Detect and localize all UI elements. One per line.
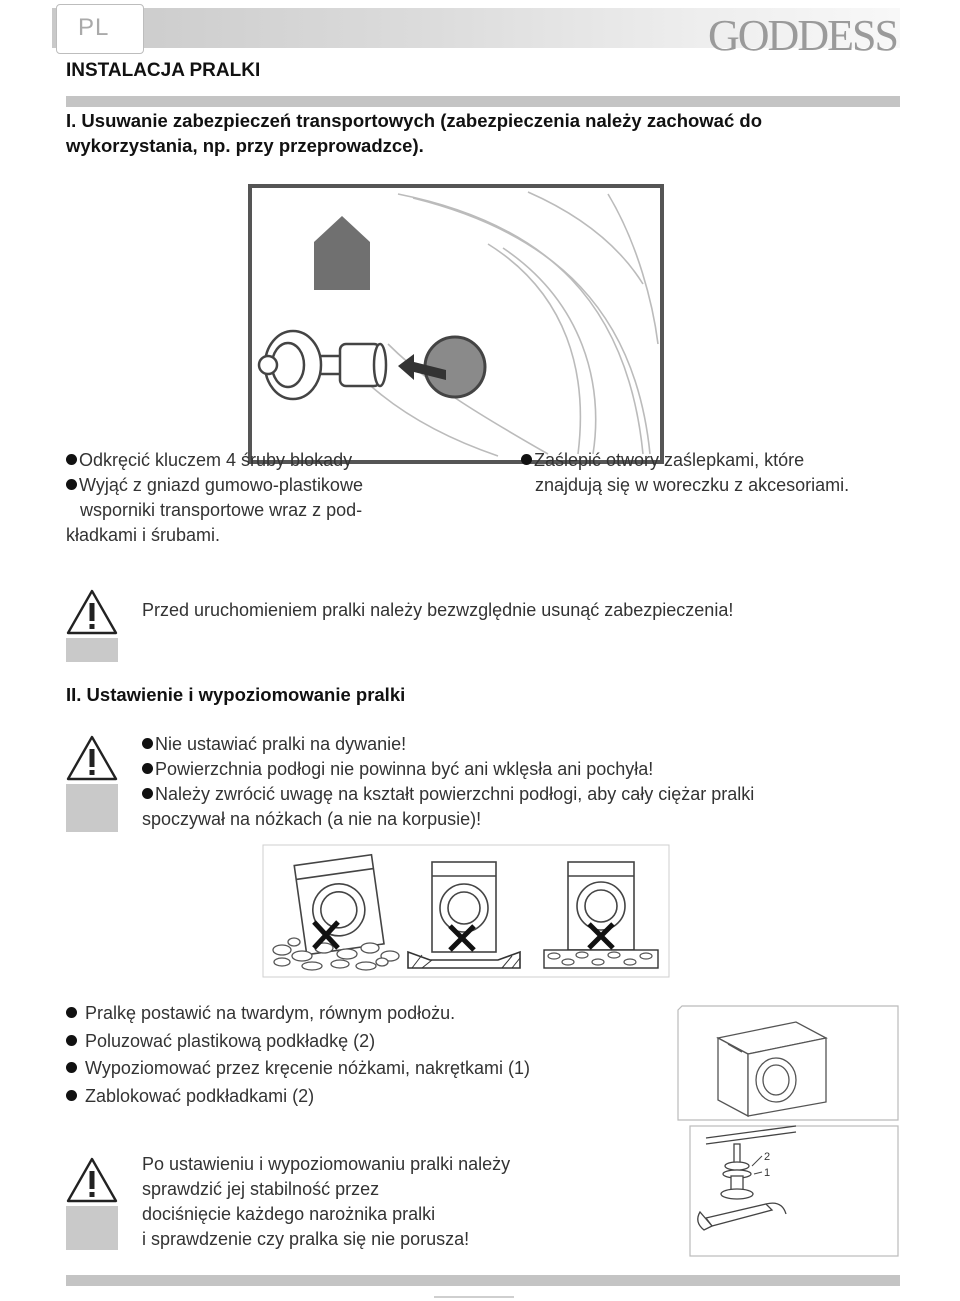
list-item: Zaślepić otwory zaślepkami, które — [521, 448, 849, 473]
section1-heading — [66, 108, 762, 158]
plug-holes-step — [521, 448, 849, 498]
title-rule — [66, 96, 900, 107]
list-item-continuation: kładkami i śrubami. — [66, 525, 221, 545]
stability-line: dociśnięcie każdego narożnika pralki — [142, 1204, 436, 1224]
list-item: Odkręcić kluczem 4 śruby blokady — [66, 448, 363, 473]
list-item: Należy zwrócić uwagę na kształt powierzchni podłogi, aby cały ciężar pralki — [142, 782, 754, 807]
transport-lock-figure — [248, 184, 664, 464]
list-item-continuation: spoczywał na nóżkach (a nie na korpusie)! — [142, 809, 482, 829]
warning-marker — [66, 638, 118, 662]
warning-marker — [66, 1206, 118, 1250]
list-item: Wypoziomować przez kręcenie nóżkami, nakrętkami (1) — [66, 1055, 530, 1083]
list-item: Nie ustawiać pralki na dywanie! — [142, 732, 754, 757]
brand-logo-text: GODDESS — [708, 11, 897, 60]
list-item-continuation: wsporniki transportowe wraz z pod- — [80, 500, 363, 520]
warning-icon — [66, 734, 118, 782]
bullet-icon — [66, 454, 77, 465]
section1-heading-line2: wykorzystania, np. przy przeprowadzce). — [66, 135, 424, 156]
bullet-icon — [66, 1090, 77, 1101]
language-label: PL — [78, 14, 110, 41]
warning-icon — [66, 1156, 118, 1204]
bullet-icon — [66, 1035, 77, 1046]
list-item: Powierzchnia podłogi nie powinna być ani wklęsła ani pochyła! — [142, 757, 754, 782]
list-item: Poluzować plastikową podkładkę (2) — [66, 1028, 530, 1056]
list-item: Pralkę postawić na twardym, równym podłożu. — [66, 1000, 530, 1028]
wrong-placement-figure — [262, 844, 670, 978]
bullet-icon — [142, 738, 153, 749]
floor-warnings — [142, 732, 754, 832]
list-item: Zablokować podkładkami (2) — [66, 1083, 530, 1111]
section1-heading-line1: I. Usuwanie zabezpieczeń transportowych (zabezpieczenia należy zachować do — [66, 110, 762, 131]
bullet-icon — [142, 788, 153, 799]
brand-logo — [708, 8, 940, 64]
stability-line: sprawdzić jej stabilność przez — [142, 1179, 380, 1199]
list-item: Wyjąć z gniazd gumowo-plastikowe — [66, 473, 363, 498]
warning-text: Przed uruchomieniem pralki należy bezwzględnie usunąć zabezpieczenia! — [142, 600, 734, 620]
list-item-continuation: znajdują się w woreczku z akcesoriami. — [535, 475, 850, 495]
stability-line: Po ustawieniu i wypoziomowaniu pralki należy — [142, 1154, 511, 1174]
removal-steps — [66, 448, 363, 548]
warning-marker — [66, 784, 118, 832]
bullet-icon — [521, 454, 532, 465]
page-title: INSTALACJA PRALKI — [66, 60, 261, 81]
bullet-icon — [142, 763, 153, 774]
stability-line: i sprawdzenie czy pralka się nie porusza! — [142, 1229, 470, 1249]
stability-warning — [142, 1152, 510, 1252]
leveling-steps — [66, 1000, 530, 1110]
bullet-icon — [66, 479, 77, 490]
warning-icon — [66, 588, 118, 636]
bullet-icon — [66, 1007, 77, 1018]
footer-rule — [66, 1275, 900, 1286]
washer-isometric — [718, 1022, 826, 1116]
part-label-2: 2 — [764, 1151, 771, 1163]
bullet-icon — [66, 1062, 77, 1073]
leveling-figure — [676, 1004, 904, 1258]
section2-heading: II. Ustawienie i wypoziomowanie pralki — [66, 684, 406, 705]
footer-page-marker — [434, 1296, 514, 1298]
part-label-1: 1 — [764, 1167, 771, 1179]
